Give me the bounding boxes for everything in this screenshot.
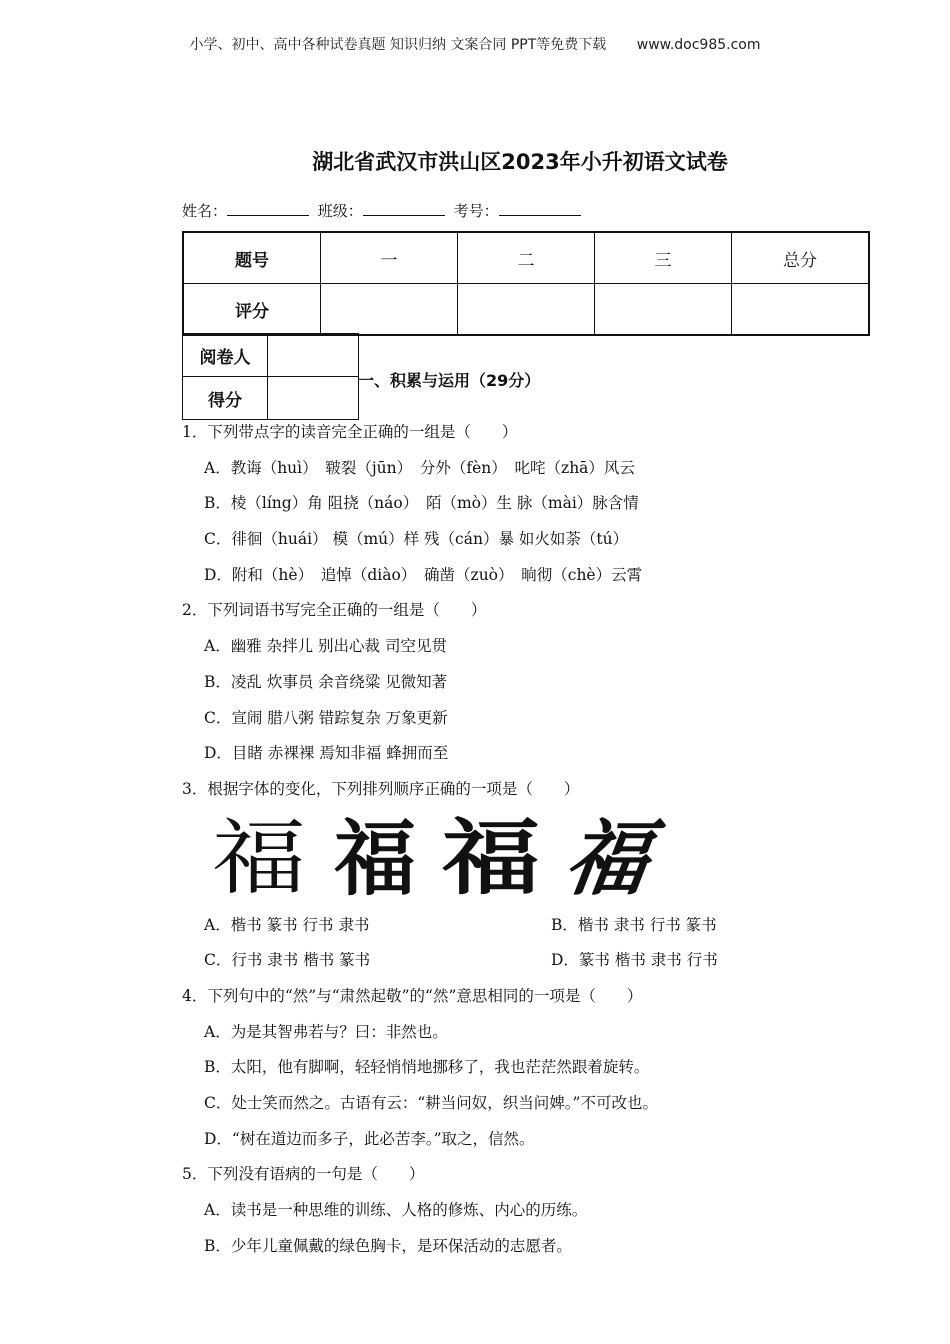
grade-label: 得分 [183, 377, 268, 420]
option-row [182, 913, 882, 949]
option: A．为是其智弗若与？曰：非然也。 [204, 1022, 448, 1041]
option: C．宣闹 腊八粥 错踪复杂 万象更新 [204, 708, 448, 727]
option: A．幽雅 杂拌儿 别出心裁 司空见贯 [204, 637, 447, 656]
score-input-cell[interactable] [458, 284, 595, 336]
calligraphy-image [204, 809, 882, 909]
exam-field[interactable] [499, 201, 581, 216]
score-table [182, 231, 870, 336]
option: D．篆书 楷书 隶书 行书 [551, 951, 718, 970]
option: C．行书 隶书 楷书 篆书 [204, 951, 371, 970]
question-stem: 2．下列词语书写完全正确的一组是（ ） [182, 601, 487, 620]
score-input-cell[interactable] [321, 284, 458, 336]
grade-field[interactable] [268, 377, 359, 420]
score-cell: 三 [595, 232, 732, 284]
option: A．楷书 篆书 行书 隶书 [204, 915, 370, 934]
fu-character: 福 [333, 810, 416, 907]
page-header [0, 34, 950, 54]
name-field[interactable] [227, 201, 309, 216]
header-site: www.doc985.com [636, 37, 761, 53]
option: A．读书是一种思维的训练、人格的修炼、内心的历练。 [204, 1201, 588, 1220]
name-label: 姓名： [182, 202, 228, 220]
exam-label: 考号： [453, 202, 499, 220]
option: D．附和（hè） 追悼（diào） 确凿（zuò） 晌彻（chè）云霄 [204, 565, 643, 584]
option: B．太阳，他有脚啊，轻轻悄悄地挪移了，我也茫茫然跟着旋转。 [204, 1058, 650, 1077]
reviewer-label: 阅卷人 [183, 334, 268, 377]
question-stem: 5．下列没有语病的一句是（ ） [182, 1165, 425, 1184]
option: D．“树在道边而多子，此必苦李。”取之，信然。 [204, 1129, 535, 1148]
option: C．徘徊（huái） 模（mú）样 残（cán）暴 如火如荼（tú） [204, 530, 629, 549]
score-cell: 一 [321, 232, 458, 284]
student-info [182, 200, 585, 221]
page-title: 湖北省武汉市洪山区2023年小升初语文试卷 [312, 150, 728, 174]
score-input-cell[interactable] [595, 284, 732, 336]
option-row [182, 948, 882, 984]
questions [182, 420, 882, 1269]
reviewer-field[interactable] [268, 334, 359, 377]
score-input-cell[interactable] [732, 284, 870, 336]
option: A．教诲（huì） 皲裂（jūn） 分外（fèn） 叱咤（zhā）风云 [204, 458, 635, 477]
question-stem: 4．下列句中的“然”与“肃然起敬”的“然”意思相同的一项是（ ） [182, 986, 643, 1005]
fu-character: 福 [559, 810, 655, 907]
section-title: 一、积累与运用（29分） [358, 371, 541, 390]
fu-character: 福 [211, 810, 307, 906]
fu-character: 福 [441, 810, 541, 906]
option: B．少年儿童佩戴的绿色胸卡，是环保活动的志愿者。 [204, 1236, 572, 1255]
class-label: 班级： [317, 202, 363, 220]
score-cell: 总分 [732, 232, 870, 284]
question-stem: 3．根据字体的变化，下列排列顺序正确的一项是（ ） [182, 779, 580, 798]
option: B．棱（líng）角 阻挠（náo） 陌（mò）生 脉（mài）脉含情 [204, 494, 639, 513]
score-cell: 题号 [183, 232, 321, 284]
score-row-label: 评分 [183, 284, 321, 336]
score-header-row [183, 232, 869, 284]
option: B．凌乱 炊事员 余音绕粱 见微知著 [204, 672, 448, 691]
option: D．目睹 赤裸裸 焉知非福 蜂拥而至 [204, 744, 449, 763]
score-value-row [183, 284, 869, 336]
header-text: 小学、初中、高中各种试卷真题 知识归纳 文案合同 PPT等免费下载 [189, 37, 607, 53]
option: B．楷书 隶书 行书 篆书 [551, 915, 717, 934]
class-field[interactable] [363, 201, 445, 216]
option: C．处士笑而然之。古语有云：“耕当问奴，织当问婢。”不可改也。 [204, 1094, 658, 1112]
grader-table [182, 333, 359, 420]
question-stem: 1．下列带点字的读音完全正确的一组是（ ） [182, 423, 518, 441]
score-cell: 二 [458, 232, 595, 284]
